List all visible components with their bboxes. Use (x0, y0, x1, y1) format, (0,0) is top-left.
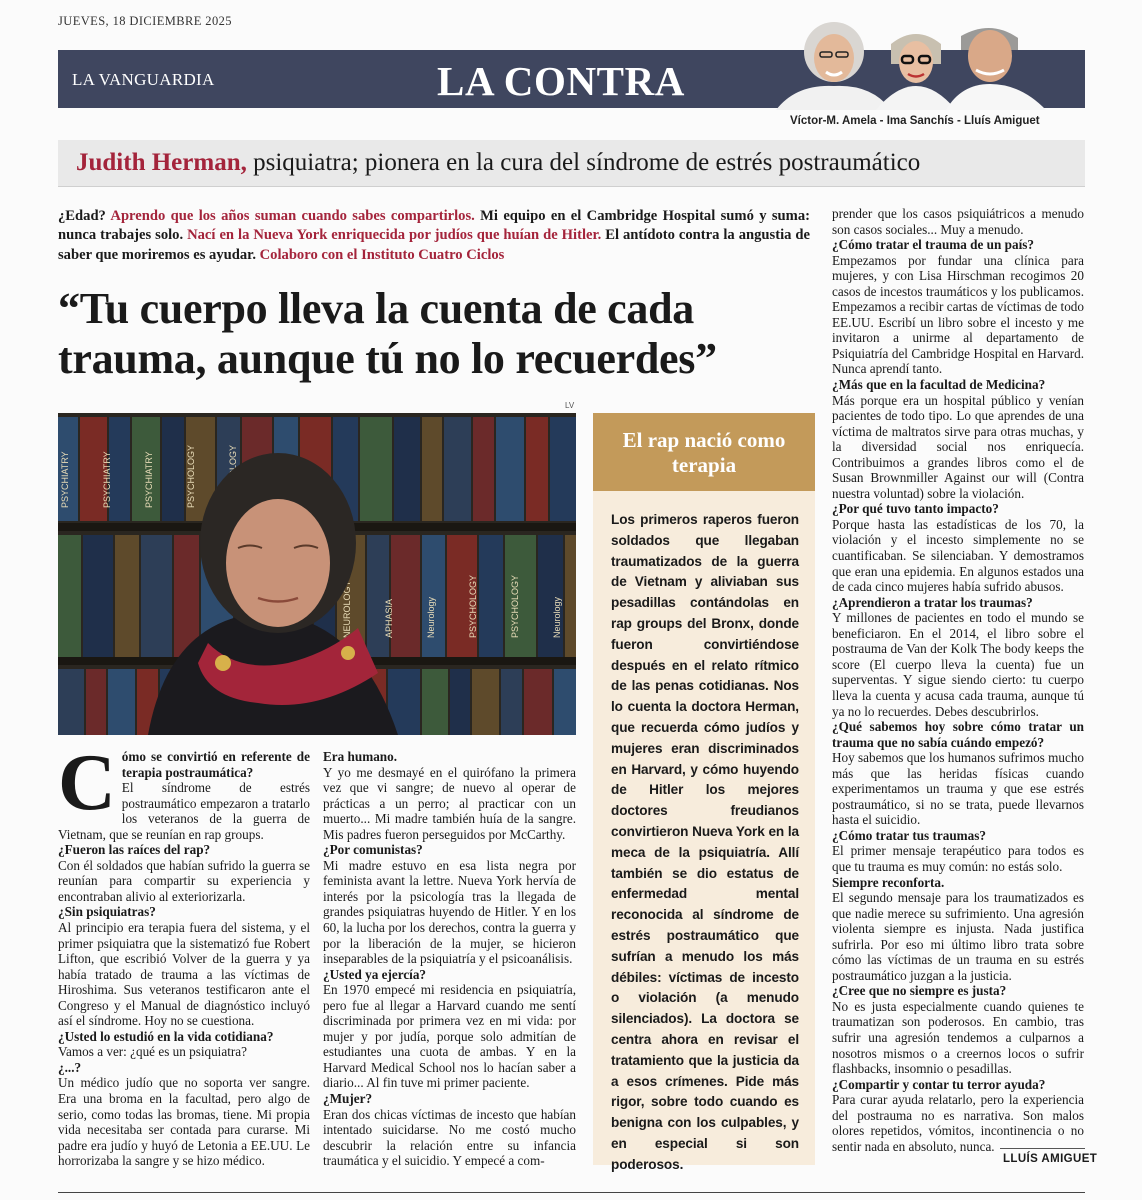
book-spine-label: PSYCHIATRY (102, 451, 112, 508)
interview-answer: Un médico judío que no soporta ver sangre. Era una broma en la facultad, pero algo de serio, como todas las bromas, tiene. Mi propia vida necesitaba ser contada para curarse. Mi padre era judío y huyó de Letonia a EE.UU. Le horrorizaba la sangre y se hizo médico. (58, 1075, 310, 1169)
intro-highlight: Aprendo que los años suman cuando sabes compartirlos. (110, 208, 475, 224)
intro-highlight: Nací en la Nueva York enriquecida por judíos que huían de Hitler. (187, 227, 602, 244)
book-spine (58, 669, 84, 735)
interview-question: ¿Por qué tuvo tanto impacto? (832, 501, 999, 517)
interview-question: ¿Por comunistas? (323, 842, 423, 858)
author-portrait-1 (776, 22, 891, 110)
interview-answer: Para curar ayuda relatarlo, pero la experiencia del postrauma no es narrativa. Son malos olores repetidos, vómitos, incontinencia o no sentir nada en absoluto, nunca. (832, 1092, 1084, 1154)
book-spine-label: NEUROLOGY (342, 580, 352, 638)
book-spine (360, 417, 392, 521)
interview-question: ¿Sin psiquiatras? (58, 904, 156, 920)
interview-question: ¿Más que en la facultad de Medicina? (832, 377, 1046, 393)
article-column-3 (832, 206, 1084, 1154)
interview-answer: No es justa especialmente cuando quienes te traumatizan son poderosos. En cambio, tras sufrir una agresión tendemos a culparnos a nosotros mismos o a creernos locos o sufrir flashbacks, insomnio o pesadillas. (832, 998, 1084, 1077)
book-spine (450, 669, 470, 735)
bookshelf-photo (58, 413, 576, 735)
book-spine (422, 669, 448, 735)
interview-answer: En 1970 empecé mi residencia en psiquiatría, pero fue al llegar a Harvard cuando me sentí discriminada por primera vez en mi vida: por mujer y por judía, porque solo admitían de estudiantes una cuota de ambas. Y en la Harvard Medical School nos lo hacían saber a diario... Al fin tuve mi primer paciente. (323, 982, 576, 1091)
interviewee-description: psiquiatra; pionera en la cura del síndrome de estrés postraumático (246, 149, 921, 176)
interview-answer: Porque hasta las estadísticas de los 70, la violación y el incesto simplemente no se cuantificaban. Se silenciaban. Y demostramos que eran una epidemia. En algunos estados una de cada cinco mujeres había sufrido abusos. (832, 516, 1084, 595)
intro-text: Mi equipo en el Cambridge Hospital sumó y suma: nunca trabajes solo. (58, 208, 810, 244)
interview-question: Siempre reconforta. (832, 874, 945, 890)
book-spine (394, 417, 420, 521)
columnists-byline: Víctor-M. Amela - Ima Sanchís - Lluís Amiguet (790, 115, 1040, 127)
book-spine (554, 669, 576, 735)
interview-question: ¿Usted ya ejercía? (323, 966, 427, 982)
section-title: LA CONTRA (437, 58, 686, 104)
interviewee-photo (58, 413, 576, 735)
interview-answer: Con él soldados que habían sufrido la guerra se reunían para compartir su experiencia y encontraban alivio al exteriorizarla. (58, 857, 310, 904)
interview-question: ¿Qué sabemos hoy sobre cómo tratar un trauma que no sabía cuándo empezó? (832, 719, 1084, 750)
book-spine (501, 669, 522, 735)
headline: “Tu cuerpo lleva la cuenta de cada trauma, aunque tú no lo recuerdes” (58, 284, 717, 383)
book-spine (550, 417, 576, 521)
interview-answer: Más porque era un hospital público y venían pacientes de todo tipo. Lo que aprendes de una víctima de maltratos sirve para otras muchas, y la diversidad social nos enriquecía. Contribuimos a grandes libros como el de Susan Brownmiller Against our will (Contra nuestra voluntad) sobre la violación. (832, 392, 1084, 501)
sidebar-title: El rap nació como terapia (622, 428, 786, 477)
article-column-1 (58, 739, 310, 1169)
signature-rule (1000, 1148, 1085, 1149)
interview-question: ¿Cómo tratar el trauma de un país? (832, 237, 1034, 253)
author-signature: LLUÍS AMIGUET (1003, 1153, 1098, 1165)
interviewee-name: Judith Herman, (76, 149, 247, 176)
intro-text: ¿Edad? (58, 208, 111, 224)
authors-photo (756, 14, 1074, 110)
page-bottom-rule (58, 1192, 1085, 1193)
book-spine-label: PSYCHOLOGY (186, 444, 196, 508)
book-spine (58, 535, 81, 657)
book-spine (524, 669, 552, 735)
book-spine (115, 535, 139, 657)
interview-question: ómo se convirtió en referente de terapia postraumática? (121, 749, 310, 780)
drop-cap: C (58, 739, 116, 827)
book-spine (83, 535, 113, 657)
book-spine (162, 417, 184, 521)
interview-question: ¿Fueron las raíces del rap? (58, 842, 211, 858)
book-spine-label: Neurology (426, 596, 436, 638)
interview-question: ¿Compartir y contar tu terror ayuda? (832, 1076, 1046, 1092)
author-portrait-2 (876, 34, 956, 110)
book-spine (526, 417, 548, 521)
interview-answer: prender que los casos psiquiátricos a menudo son casos sociales... Muy a menudo. (832, 206, 1084, 237)
interview-answer: Vamos a ver: ¿qué es un psiquiatra? (58, 1044, 247, 1060)
book-spine-label: PSYCHOLOGY (468, 574, 478, 638)
book-spine-label: PSYCHOLOGY (510, 574, 520, 638)
book-spine (109, 417, 130, 521)
newspaper-logo: LA VANGUARDIA (72, 70, 215, 89)
publication-date: JUEVES, 18 DICIEMBRE 2025 (58, 14, 232, 28)
interview-question: ¿Mujer? (323, 1091, 373, 1107)
book-spine (444, 417, 471, 521)
interview-answer: Hoy sabemos que los humanos sufrimos mucho más que las heridas físicas cuando experimentamos un trauma y que ese estrés postraumático, si no se trata, puede llevarnos hasta el suicidio. (832, 750, 1085, 828)
book-spine (108, 669, 135, 735)
sidebar-text: Los primeros raperos fueron soldados que llegaban traumatizados de la guerra de Vietnam y aliviaban sus pesadillas contándolas en rap groups del Bronx, donde fueron convirtiéndose después en el relato rítmico de las penas cotidianas. Nos lo cuenta la doctora Herman, que recuerda cómo judíos y mujeres eran discriminados en Harvard, y cómo huyendo de Hitler los mejores doctores freudianos convirtieron Nueva York en la meca de la psiquiatría. Allí también se dio estatus de enfermedad mental reconocida al síndrome de estrés postraumático que sufrían a menudo los más débiles: víctimas de incesto o violación (a menudo silenciados). La doctora se centra ahora en revisar el tratamiento que la justicia da a esos crímenes. Pide más rigor, sobre todo cuando es benigna con los culpables, y en especial si son poderosos. (611, 512, 799, 1172)
interview-answer: Empezamos por fundar una clínica para mujeres, y con Lisa Hirschman recogimos 20 casos de incestos traumáticos y los publicamos. Empezamos a recibir cartas de víctimas de todo EE.UU. Escribí un libro sobre el incesto y me invitaron a unirme al departamento de Psiquiatría del Cambridge Hospital en Harvard. Nunca aprendí tanto. (832, 252, 1084, 377)
interview-answer: Al principio era terapia fuera del sistema, y el primer psiquiatra que la sistematizó fue Robert Lifton, que escribió Volver de la guerra y ya había tratado de trauma a las víctimas de Hiroshima. Sus veteranos testificaron ante el Congreso y el Manual de diagnóstico incluyó así el síndrome. Hoy no se cuestiona. (58, 920, 310, 1029)
interview-answer: El síndrome de estrés postraumático empezaron a tratarlo los veteranos de la guerra de Vietnam, que se reunían en rap groups. (58, 780, 310, 842)
book-spine-label: APHASIA (384, 598, 394, 638)
book-spine (391, 535, 420, 657)
book-spine (473, 417, 494, 521)
book-spine (86, 669, 106, 735)
photo-credit: LV (565, 401, 575, 410)
intro-paragraph (58, 207, 810, 265)
intro-highlight: Colaboro con el Instituto Cuatro Ciclos (259, 246, 505, 263)
interview-answer: Y yo me desmayé en el quirófano la primera vez que vi sangre; de nuevo al operar de prácticas a un perro; al practicar con un muerto... Mi madre también huía de la sangre. Mis padres fueron perseguidos por McCarthy. (323, 764, 576, 842)
intro-text: El antídoto contra la angustia de saber que moriremos es ayudar. (58, 227, 810, 263)
interview-answer: El primer mensaje terapéutico para todos es que tu trauma es muy común: no estás solo. (832, 843, 1084, 874)
interview-answer: Y millones de pacientes en todo el mundo se beneficiaron. En el 2014, el libro sobre el postrauma de Van der Kolk The body keeps the score (El cuerpo lleva la cuenta) fue un superventas. Y sigue siendo cierto: tu cuerpo lleva la cuenta y acusa cada trauma, aunque tú ya no lo recuerdes. Debes descubrirlos. (832, 610, 1084, 719)
interview-question: Era humano. (323, 749, 398, 764)
author-portrait-3 (946, 28, 1046, 110)
book-spine (479, 535, 503, 657)
interview-question: ¿Usted lo estudió en la vida cotidiana? (58, 1028, 274, 1044)
interview-question: ¿Cree que no siempre es justa? (832, 983, 1007, 999)
book-spine (141, 535, 172, 657)
interview-question: ¿...? (58, 1059, 82, 1075)
book-spine (422, 417, 442, 521)
book-spine-label: PSYCHIATRY (144, 451, 154, 508)
book-spine-label: PSYCHIATRY (60, 451, 70, 508)
interview-answer: Eran dos chicas víctimas de incesto que habían intentado suicidarse. No me costó mucho descubrir la relación entre su infancia traumática y el suicidio. Y empecé a com- (323, 1106, 576, 1169)
interview-question: ¿Cómo tratar tus traumas? (832, 827, 986, 843)
book-spine (174, 535, 199, 657)
article-column-2 (323, 749, 576, 1169)
interview-question: ¿Aprendieron a tratar los traumas? (832, 594, 1033, 610)
book-spine (565, 535, 576, 657)
book-spine (496, 417, 524, 521)
sidebar-title-bar (593, 413, 815, 491)
book-spine-label: Neurology (552, 596, 562, 638)
book-spine (472, 669, 499, 735)
interviewee-title (76, 149, 920, 177)
interview-answer: El segundo mensaje para los traumatizados es que nadie merece su sufrimiento. Una agresión violenta siempre es injusta. Nada justifica sufrirla. Por eso mi último libro trata sobre cómo las víctimas de un trauma en su estrés postraumático juzgan a la justicia. (832, 890, 1084, 983)
interview-answer: Mi madre estuvo en esa lista negra por feminista avant la lettre. Nueva York hervía de interés por la psicología tras la llegada de grandes psiquiatras huyendo de Hitler. Y en los 60, la lucha por los derechos, contra la guerra y por la liberación de la mujer, se hicieron inseparables de la psiquiatría y el psicoanálisis. (323, 857, 576, 967)
